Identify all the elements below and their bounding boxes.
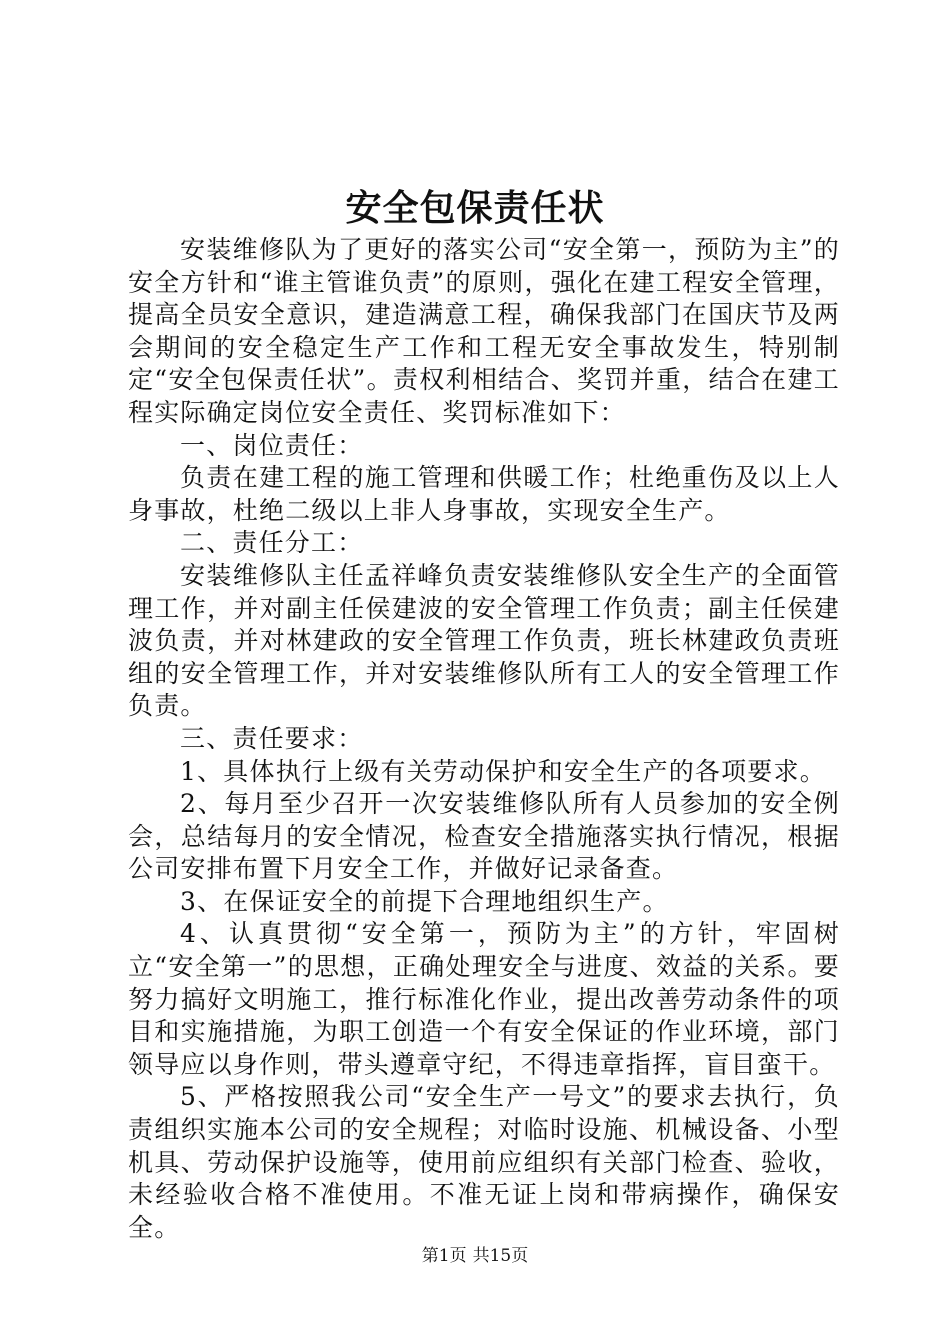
page-number: 第1页	[421, 1246, 467, 1266]
section-heading-1: 一、岗位责任：	[180, 430, 364, 460]
requirement-item-1: 1、具体执行上级有关劳动保护和安全生产的各项要求。	[180, 756, 826, 786]
section-1-paragraph: 负责在建工程的施工管理和供暖工作；杜绝重伤及以上人身事故，杜绝二级以上非人身事故，实现安全生产。	[128, 463, 840, 525]
page-footer	[0, 1245, 950, 1267]
requirement-item-4: 4、认真贯彻“安全第一，预防为主”的方针，牢固树立“安全第一”的思想，正确处理安全与进度、效益的关系。要努力搞好文明施工，推行标准化作业，提出改善劳动条件的项目和实施措施，为职工创造一个有安全保证的作业环境，部门领导应以身作则，带头遵章守纪，不得违章指挥，盲目蛮干。	[128, 919, 840, 1079]
requirement-item-5: 5、严格按照我公司“安全生产一号文”的要求去执行，负责组织实施本公司的安全规程；对临时设施、机械设备、小型机具、劳动保护设施等，使用前应组织有关部门检查、验收，未经验收合格不准使用。不准无证上岗和带病操作，确保安全。	[128, 1082, 840, 1242]
section-heading-3: 三、责任要求：	[180, 723, 364, 753]
requirement-item-3: 3、在保证安全的前提下合理地组织生产。	[180, 886, 669, 916]
page-total: 共15页	[472, 1246, 529, 1266]
section-2-paragraph: 安装维修队主任孟祥峰负责安装维修队安全生产的全面管理工作，并对副主任侯建波的安全管理工作负责；副主任侯建波负责，并对林建政的安全管理工作负责，班长林建政负责班组的安全管理工作，并对安装维修队所有工人的安全管理工作负责。	[128, 560, 840, 721]
document-title: 安全包保责任状	[345, 187, 605, 229]
requirement-item-2: 2、每月至少召开一次安装维修队所有人员参加的安全例会，总结每月的安全情况，检查安全措施落实执行情况，根据公司安排布置下月安全工作，并做好记录备查。	[128, 789, 840, 884]
intro-paragraph: 安装维修队为了更好的落实公司“安全第一，预防为主”的安全方针和“谁主管谁负责”的原则，强化在建工程安全管理，提高全员安全意识，建造满意工程，确保我部门在国庆节及两会期间的安全稳定生产工作和工程无安全事故发生，特别制定“安全包保责任状”。责权利相结合、奖罚并重，结合在建工程实际确定岗位安全责任、奖罚标准如下：	[128, 235, 840, 427]
document-body	[128, 234, 840, 1244]
section-heading-2: 二、责任分工：	[180, 528, 364, 558]
